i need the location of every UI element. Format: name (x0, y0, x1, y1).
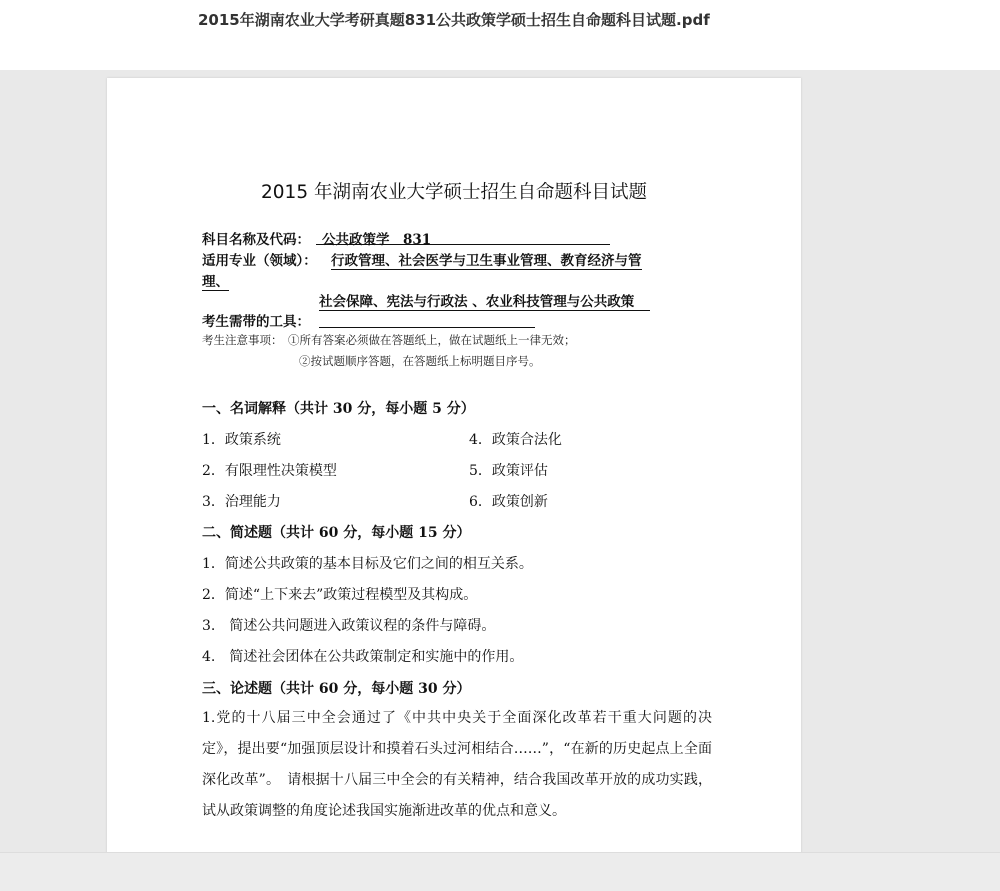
list-item: 5．政策评估 (469, 463, 548, 479)
list-item: 3．治理能力 (202, 494, 281, 510)
viewer-footer (0, 852, 1000, 891)
major-value-line-2: 社会保障、宪法与行政法 、农业科技管理与公共政策 (319, 290, 650, 311)
list-item: 6．政策创新 (469, 494, 548, 510)
document-viewer[interactable] (0, 70, 1000, 852)
section2-title: 二、简述题（共计 60 分，每小题 15 分） (202, 525, 471, 541)
section1-title: 一、名词解释（共计 30 分，每小题 5 分） (202, 401, 475, 417)
viewer-header (0, 0, 1000, 70)
section3-title: 三、论述题（共计 60 分，每小题 30 分） (202, 681, 471, 697)
tools-underline (319, 310, 535, 328)
note-1: ①所有答案必须做在答题纸上，做在试题纸上一律无效； (288, 333, 576, 347)
note-2: ②按试题顺序答题，在答题纸上标明题目序号。 (299, 354, 541, 368)
major-value-line-1: 行政管理、社会医学与卫生事业管理、教育经济与管 (331, 249, 642, 270)
list-item: 4．政策合法化 (469, 432, 562, 448)
pdf-page (107, 78, 801, 868)
exam-title: 2015 年湖南农业大学硕士招生自命题科目试题 (261, 182, 647, 203)
tools-label: 考生需带的工具： (202, 314, 310, 330)
list-item: 1．政策系统 (202, 432, 281, 448)
list-item: 4. 简述社会团体在公共政策制定和实施中的作用。 (202, 649, 524, 665)
essay-question: 1.党的十八届三中全会通过了《中共中央关于全面深化改革若干重大问题的决定》，提出要“加强顶层设计和摸着石头过河相结合……”，“在新的历史起点上全面深化改革”。 请根据十八届三中全会的有关精神，结合我国改革开放的成功实践，试从政策调整的角度论述我国实施渐进改革的优点和意义。 (202, 710, 712, 819)
list-item: 3. 简述公共问题进入政策议程的条件与障碍。 (202, 618, 496, 634)
subject-value: 公共政策学 831 (322, 232, 432, 248)
major-value-wrap: 理、 (202, 270, 229, 291)
subject-underline (316, 228, 610, 248)
file-title: 2015年湖南农业大学考研真题831公共政策学硕士招生自命题科目试题.pdf (198, 11, 710, 29)
list-item: 2．有限理性决策模型 (202, 463, 337, 479)
subject-label: 科目名称及代码： (202, 232, 310, 248)
list-item: 2．简述“上下来去”政策过程模型及其构成。 (202, 587, 478, 603)
list-item: 1．简述公共政策的基本目标及它们之间的相互关系。 (202, 556, 533, 572)
major-label: 适用专业（领域）： (202, 253, 317, 269)
notes-label: 考生注意事项： (202, 333, 283, 347)
